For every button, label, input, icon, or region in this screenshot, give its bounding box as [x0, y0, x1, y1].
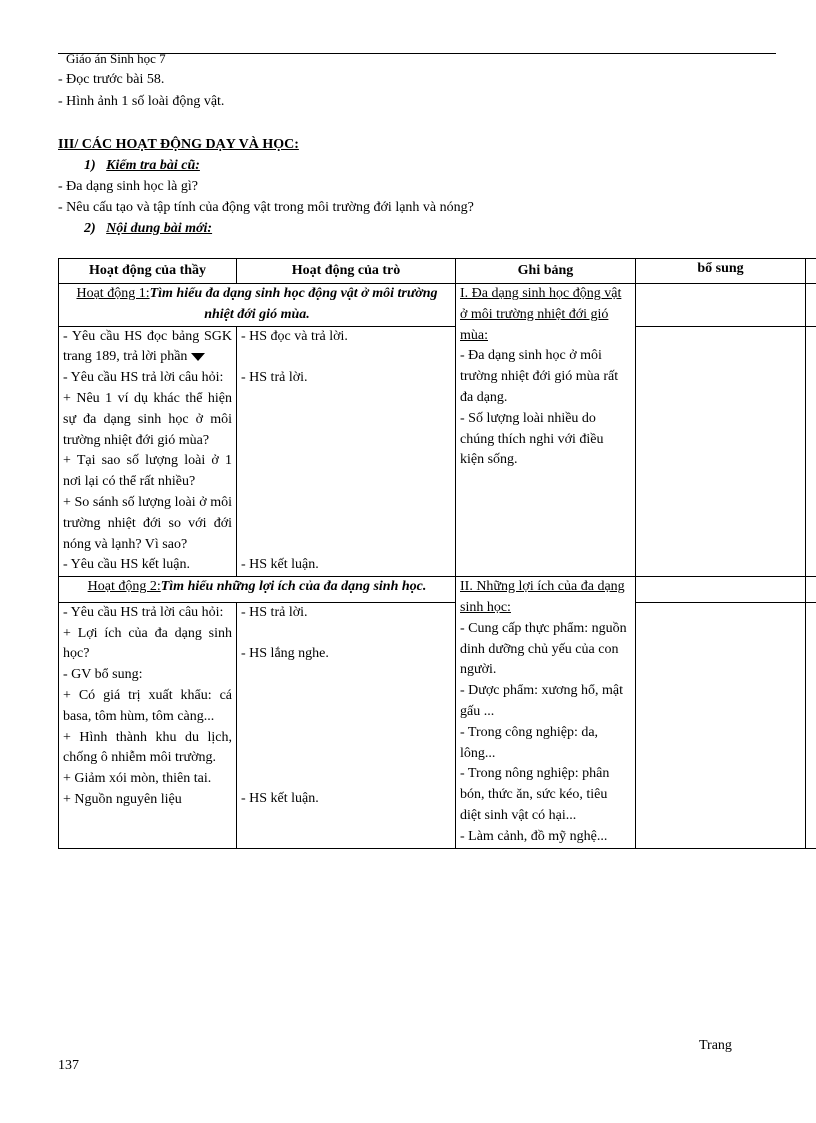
prep-line-2: - Hình ảnh 1 số loài động vật. [58, 94, 225, 109]
activity1-student-line-3: - HS kết luận. [241, 556, 319, 572]
header-student: Hoạt động của trò [237, 259, 456, 284]
activity2-title-row [59, 577, 816, 603]
activity2-content-row [59, 602, 816, 848]
activity1-content-row [59, 326, 816, 577]
subsection-new-title: Nội dung bài mới: [106, 221, 213, 236]
activity2-teacher-line-1: - Yêu cầu HS trả lời câu hỏi: [63, 604, 224, 620]
activity1-board [456, 284, 636, 577]
activity2-title [59, 577, 456, 603]
triangle-down-icon [191, 353, 205, 361]
subsection-check-title: Kiểm tra bài cũ: [106, 158, 200, 173]
activity1-spacer-top [806, 284, 816, 327]
activity1-board-line-2: - Số lượng loài nhiều do chúng thích nghi với điều kiện sống. [460, 410, 604, 468]
activity1-spacer [806, 326, 816, 577]
activity1-extra [636, 326, 806, 577]
activity2-board-line-1: - Cung cấp thực phẩm: nguồn dinh dưỡng chủ yếu của con người. [460, 620, 627, 678]
activity1-teacher-line-1 [63, 327, 232, 369]
activity2-board [456, 577, 636, 848]
lesson-table [58, 258, 816, 849]
activity2-student [237, 602, 456, 848]
activity2-label: Hoạt động 2: [87, 579, 161, 595]
activity1-title [59, 284, 456, 327]
header-board: Ghi bảng [456, 259, 636, 284]
activity1-teacher-line-3: + Nêu 1 ví dụ khác thể hiện sự đa dạng sinh học ở môi trường nhiệt đới gió mùa? [63, 390, 232, 448]
activity1-teacher-line-6: - Yêu cầu HS kết luận. [63, 557, 190, 573]
activity1-student [237, 326, 456, 577]
footer-page-number: 137 [58, 1058, 79, 1073]
activity2-board-line-3: - Trong công nghiệp: da, lông... [460, 724, 599, 761]
activity2-spacer-top [806, 577, 816, 603]
activity2-spacer [806, 602, 816, 848]
prep-line-1: - Đọc trước bài 58. [58, 72, 165, 87]
subsection-check-number: 1) [84, 158, 96, 173]
activity1-title-row [59, 284, 816, 327]
activity1-board-title: I. Đa dạng sinh học động vật ở môi trường nhiệt đới gió mùa: [460, 286, 622, 343]
header-spacer [806, 259, 816, 284]
activity2-teacher-line-3: - GV bổ sung: [63, 667, 143, 683]
activity2-extra [636, 602, 806, 848]
header-teacher: Hoạt động của thầy [59, 259, 237, 284]
activity2-student-line-2: - HS lắng nghe. [241, 646, 329, 662]
activity2-teacher-line-2: + Lợi ích của đa dạng sinh học? [63, 625, 232, 662]
activity2-title-text: Tìm hiểu những lợi ích của đa dạng sinh học. [160, 579, 427, 595]
activity1-title-text: Tìm hiểu đa dạng sinh học động vật ở môi trường nhiệt đới gió mùa. [149, 286, 438, 322]
activity2-extra-top [636, 577, 806, 603]
activity2-teacher [59, 602, 237, 848]
activity2-board-line-2: - Dược phẩm: xương hổ, mật gấu ... [460, 683, 623, 719]
activity1-board-line-1: - Đa dạng sinh học ở môi trường nhiệt đới gió mùa rất đa dạng. [460, 348, 619, 405]
activity1-student-line-1: - HS đọc và trả lời. [241, 328, 348, 344]
activity2-board-title: II. Những lợi ích của đa dạng sinh học: [460, 579, 625, 615]
activity2-student-line-3: - HS kết luận. [241, 791, 319, 807]
activity2-teacher-line-7: + Nguồn nguyên liệu [63, 791, 182, 807]
activity1-extra-top [636, 284, 806, 327]
header-extra: bổ sung [636, 259, 806, 284]
activity1-teacher-line-5: + So sánh số lượng loài ở môi trường nhiệt đới so với đới nóng và lạnh? Vì sao? [63, 494, 232, 552]
activity2-board-line-5: - Làm cảnh, đồ mỹ nghệ... [460, 828, 608, 844]
footer-page-label: Trang [699, 1038, 732, 1053]
activity1-student-line-2: - HS trả lời. [241, 370, 308, 386]
table-header-row [59, 259, 816, 284]
activity1-label: Hoạt động 1: [76, 286, 150, 301]
page-header: Giáo án Sinh học 7 [66, 51, 166, 66]
activity2-board-line-4: - Trong nông nghiệp: phân bón, thức ăn, sức kéo, tiêu diệt sinh vật có hại... [460, 766, 610, 823]
subsection-check [84, 156, 200, 176]
activity2-teacher-line-5: + Hình thành khu du lịch, chống ô nhiễm môi trường. [63, 729, 232, 766]
activity2-teacher-line-4: + Có giá trị xuất khẩu: cá basa, tôm hùm, tôm càng... [63, 687, 232, 724]
activity1-teacher [59, 326, 237, 577]
activity2-student-line-1: - HS trả lời. [241, 604, 308, 620]
activity1-teacher-line-4: + Tại sao số lượng loài ở 1 nơi lại có thể rất nhiều? [63, 453, 232, 490]
activity2-teacher-line-6: + Giảm xói mòn, thiên tai. [63, 771, 212, 787]
subsection-new-number: 2) [84, 221, 96, 236]
activity1-teacher-line-1-text: - Yêu cầu HS đọc bảng SGK trang 189, trả lời phần [63, 328, 232, 365]
check-question-2: - Nêu cấu tạo và tập tính của động vật trong môi trường đới lạnh và nóng? [58, 200, 474, 215]
subsection-new-content [84, 219, 212, 239]
check-question-1: - Đa dạng sinh học là gì? [58, 179, 198, 194]
section-heading: III/ CÁC HOẠT ĐỘNG DẠY VÀ HỌC: [58, 137, 299, 152]
activity1-teacher-line-2: - Yêu cầu HS trả lời câu hỏi: [63, 370, 224, 386]
